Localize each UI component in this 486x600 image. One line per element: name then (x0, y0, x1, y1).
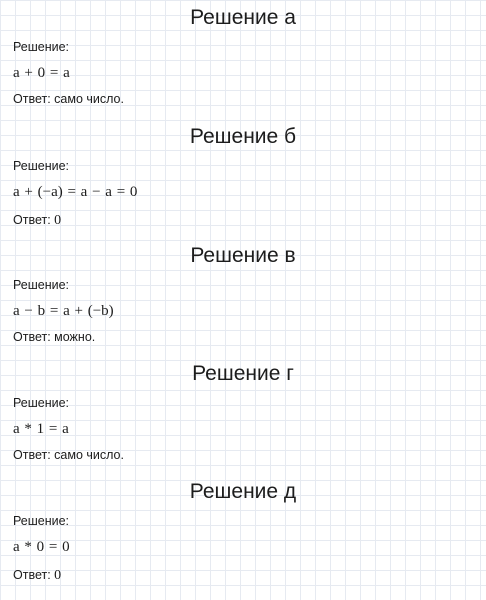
solution-section-v (0, 243, 486, 361)
solution-title: Решение д (189, 480, 297, 503)
solution-title: Решение г (192, 362, 294, 385)
solution-section-a (0, 5, 486, 123)
solution-section-g (0, 361, 486, 479)
answer-value: само число. (54, 448, 124, 462)
solution-title: Решение б (189, 125, 297, 148)
solution-label: Решение: (13, 278, 70, 292)
solution-title: Решение в (190, 244, 296, 267)
solution-answer (13, 91, 124, 107)
answer-prefix: Ответ: (13, 213, 55, 227)
solution-title: Решение а (190, 6, 296, 29)
answer-prefix: Ответ: (13, 448, 55, 462)
solution-section-b (0, 124, 486, 242)
answer-prefix: Ответ: (13, 330, 55, 344)
solution-answer (13, 447, 124, 463)
solution-formula: a + (−a) = a − a = 0 (13, 184, 138, 200)
solution-label: Решение: (13, 514, 70, 528)
solution-answer (13, 567, 61, 584)
solution-section-d (0, 479, 486, 597)
answer-value: можно. (54, 330, 96, 344)
answer-value: само число. (54, 92, 124, 106)
answer-value: 0 (54, 213, 62, 228)
answer-value: 0 (54, 568, 62, 583)
answer-prefix: Ответ: (13, 568, 55, 582)
solution-formula: a * 1 = a (13, 421, 69, 437)
solution-answer (13, 212, 61, 229)
solution-formula: a − b = a + (−b) (13, 303, 114, 319)
solution-formula: a * 0 = 0 (13, 539, 70, 555)
solution-answer (13, 329, 95, 345)
solution-formula: a + 0 = a (13, 65, 70, 81)
answer-prefix: Ответ: (13, 92, 55, 106)
solution-label: Решение: (13, 159, 70, 173)
solution-label: Решение: (13, 396, 70, 410)
solution-label: Решение: (13, 40, 70, 54)
